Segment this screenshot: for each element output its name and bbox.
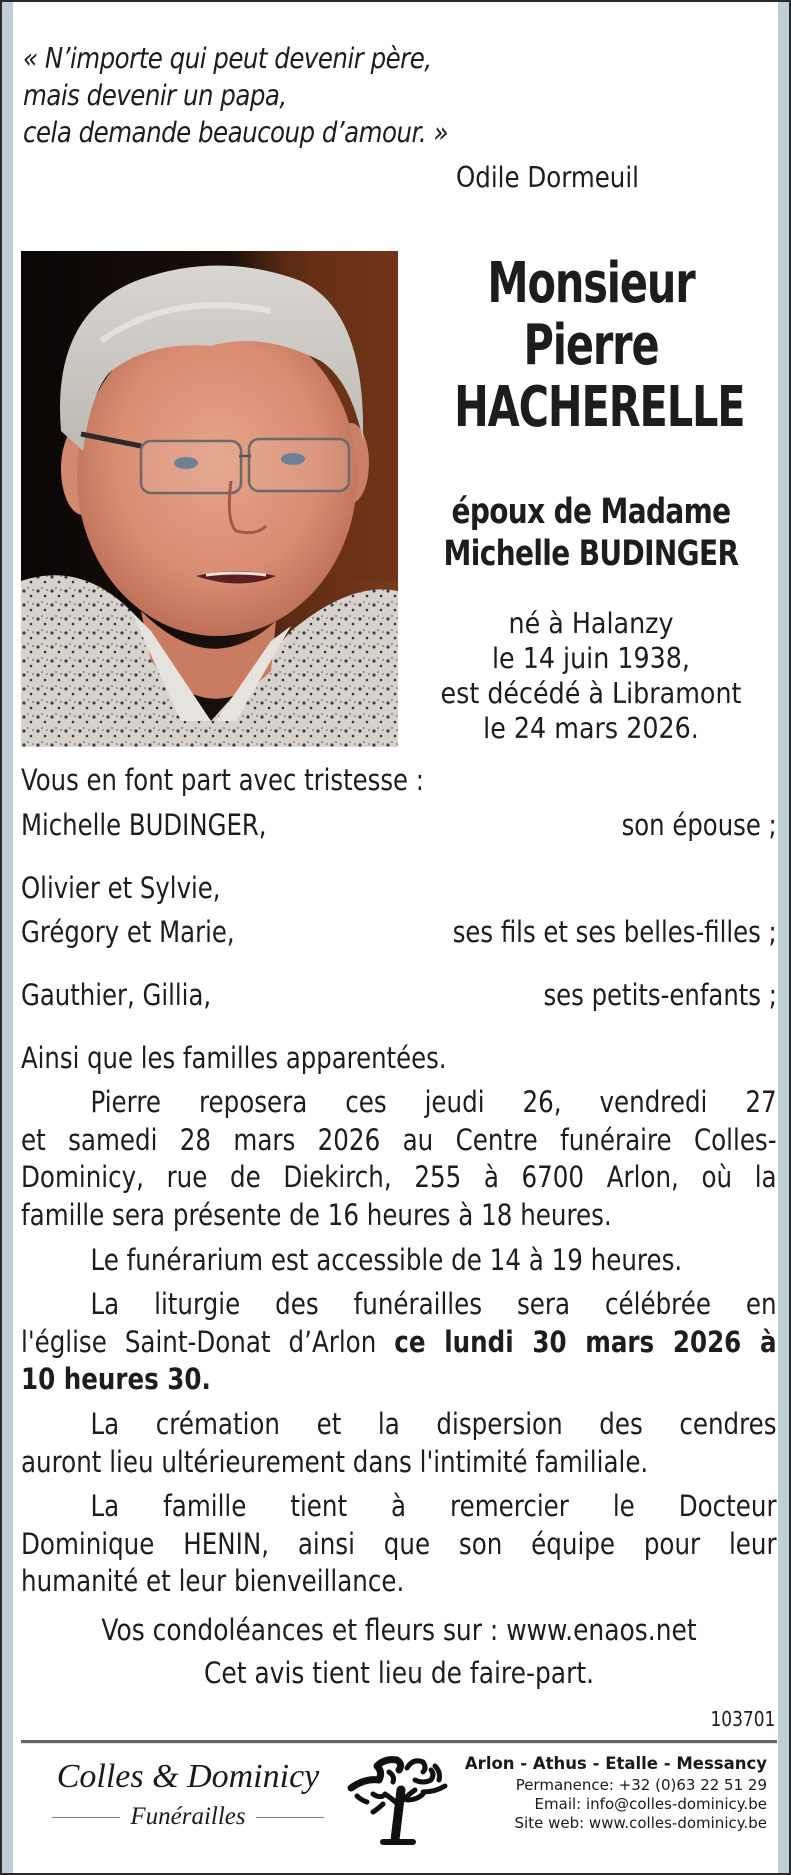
faire-part-line: Cet avis tient lieu de faire-part. [203, 1656, 595, 1690]
right-border-strip [778, 2, 789, 1873]
quote-author: Odile Dormeuil [456, 161, 639, 194]
deceased-name [406, 253, 776, 439]
decorative-rule [52, 1817, 120, 1818]
funeral-date-time: ce lundi 30 mars 2026 à [394, 1324, 777, 1359]
family-relation: ses petits-enfants ; [543, 978, 777, 1012]
name-title: Monsieur [487, 251, 695, 316]
quote-line: mais devenir un papa, [23, 79, 287, 112]
family-relation: ses fils et ses belles-filles ; [452, 915, 777, 949]
reference-number: 103701 [710, 1707, 775, 1731]
visitation-paragraph: Pierre reposera ces jeudi 26, vendredi 27 et samedi 28 mars 2026 au Centre funéraire Colles- Dominicy, rue de Diekirch, 255 à 6700 Arlon, où la famille sera présente de 16 heures à 18 heures. [21, 1085, 777, 1232]
liturgy-paragraph: La liturgie des funérailles sera célébrée en l'église Saint-Donat d’Arlon ce lundi 30 mars 2026 à 10 heures 30. [21, 1286, 777, 1399]
funeral-home-contact [465, 1752, 767, 1833]
thanks-paragraph: La famille tient à remercier le Docteur Dominique HENIN, ainsi que son équipe pour leur humanité et leur bienveillance. [21, 1489, 777, 1598]
quote-line: cela demande beaucoup d’amour. » [23, 116, 449, 149]
epigraph-quote [23, 40, 505, 151]
footer-divider-shadow [21, 1743, 777, 1744]
email-address: Email: info@colles-dominicy.be [534, 1795, 767, 1813]
family-names: Grégory et Marie, [21, 915, 235, 949]
spouse-line: époux de Madame [451, 492, 731, 532]
funeral-home-subtitle: Funérailles [43, 1802, 333, 1832]
birth-death-info [406, 606, 776, 746]
family-names: Olivier et Sylvie, [21, 871, 221, 905]
cremation-paragraph: La crémation et la dispersion des cendres auront lieu ultérieurement dans l'intimité familiale. [21, 1407, 777, 1479]
tree-icon [343, 1750, 453, 1850]
family-names: Gauthier, Gillia, [21, 978, 212, 1012]
condolences-line: Vos condoléances et fleurs sur : www.enaos.net [101, 1613, 697, 1647]
website-address: Site web: www.colles-dominicy.be [514, 1814, 767, 1832]
funeral-time: 10 heures 30. [21, 1362, 211, 1396]
birth-place: né à Halanzy [508, 607, 674, 640]
towns-list: Arlon - Athus - Etalle - Messancy [464, 1754, 767, 1773]
notice-content [21, 2, 777, 1873]
spouse-info [406, 491, 776, 575]
family-entry [21, 807, 777, 844]
family-entry [21, 977, 777, 1014]
left-border-strip [2, 2, 13, 1873]
name-last: HACHERELLE [454, 375, 745, 440]
funeral-home-name: Colles & Dominicy [56, 1758, 320, 1795]
family-entry [21, 870, 777, 907]
funerarium-paragraph: Le funérarium est accessible de 14 à 19 heures. [90, 1243, 683, 1277]
family-closing: Ainsi que les familles apparentées. [21, 1041, 447, 1075]
name-first: Pierre [523, 313, 659, 378]
portrait-photo [21, 251, 398, 747]
family-relation: son épouse ; [621, 808, 777, 842]
family-entry [21, 914, 777, 951]
spouse-line: Michelle BUDINGER [443, 534, 739, 574]
death-place: est décédé à Libramont [440, 677, 742, 710]
family-names: Michelle BUDINGER, [21, 808, 267, 842]
death-date: le 24 mars 2026. [483, 712, 699, 745]
family-intro: Vous en font part avec tristesse : [21, 763, 424, 797]
decorative-rule [256, 1817, 324, 1818]
phone-number: Permanence: +32 (0)63 22 51 29 [515, 1776, 767, 1794]
quote-line: « N’importe qui peut devenir père, [23, 42, 432, 75]
birth-date: le 14 juin 1938, [492, 642, 690, 675]
